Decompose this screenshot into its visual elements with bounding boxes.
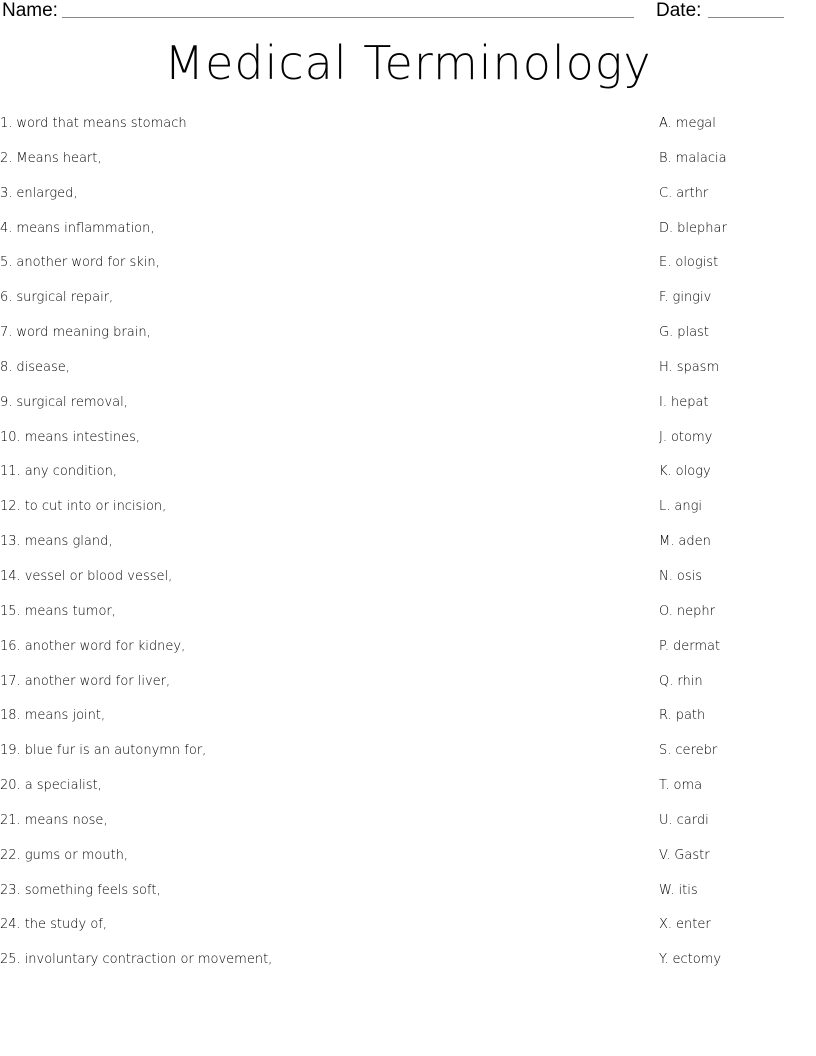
answer-item bbox=[659, 880, 809, 915]
answer-letter: G. bbox=[659, 325, 674, 341]
answer-item bbox=[659, 531, 809, 566]
clue-text: blue fur is an autonymn for, bbox=[24, 743, 207, 759]
clue-item bbox=[0, 810, 620, 845]
answer-letter: P. bbox=[659, 638, 669, 654]
clue-text: the study of, bbox=[24, 917, 108, 933]
clue-text: means inflammation, bbox=[16, 220, 155, 236]
clue-number: 5. bbox=[0, 255, 13, 271]
answer-item bbox=[659, 357, 809, 392]
answer-letter: W. bbox=[659, 882, 675, 898]
answer-list bbox=[659, 113, 809, 984]
answer-text: path bbox=[675, 708, 706, 724]
answer-text: nephr bbox=[676, 603, 715, 619]
answer-letter: T. bbox=[659, 778, 670, 794]
answer-item bbox=[659, 601, 809, 636]
clue-item bbox=[0, 531, 620, 566]
answer-letter: L. bbox=[659, 499, 671, 515]
answer-text: Gastr bbox=[674, 847, 710, 863]
answer-item bbox=[659, 427, 809, 462]
clue-item bbox=[0, 775, 620, 810]
answer-text: itis bbox=[678, 882, 698, 898]
answer-letter: B. bbox=[659, 150, 672, 166]
answer-letter: K. bbox=[659, 464, 672, 480]
clue-text: disease, bbox=[16, 359, 70, 375]
answer-letter: V. bbox=[659, 847, 671, 863]
answer-item bbox=[659, 705, 809, 740]
answer-text: aden bbox=[678, 534, 711, 550]
clue-number: 14. bbox=[0, 568, 21, 584]
clue-number: 15. bbox=[0, 603, 21, 619]
clue-item bbox=[0, 496, 620, 531]
answer-letter: S. bbox=[659, 743, 672, 759]
clue-text: word meaning brain, bbox=[16, 325, 151, 341]
answer-text: hepat bbox=[670, 394, 709, 410]
clue-number: 9. bbox=[0, 394, 13, 410]
answer-item bbox=[659, 461, 809, 496]
page-title: Medical Terminology bbox=[164, 36, 652, 90]
answer-text: rhin bbox=[677, 673, 703, 689]
clue-item bbox=[0, 148, 620, 183]
clue-number: 11. bbox=[0, 464, 21, 480]
clue-text: another word for skin, bbox=[16, 255, 160, 271]
clue-item bbox=[0, 183, 620, 218]
clue-number: 25. bbox=[0, 952, 21, 968]
clue-text: means nose, bbox=[24, 812, 108, 828]
name-blank-line bbox=[62, 17, 634, 18]
clue-item bbox=[0, 357, 620, 392]
clue-number: 2. bbox=[0, 150, 13, 166]
clue-number: 16. bbox=[0, 638, 21, 654]
clue-number: 10. bbox=[0, 429, 21, 445]
clue-item bbox=[0, 113, 620, 148]
answer-text: malacia bbox=[675, 150, 727, 166]
answer-text: enter bbox=[676, 917, 711, 933]
clue-text: surgical removal, bbox=[16, 394, 128, 410]
clue-text: to cut into or incision, bbox=[24, 499, 167, 515]
clue-number: 20. bbox=[0, 778, 21, 794]
clue-number: 1. bbox=[0, 116, 13, 131]
answer-text: cardi bbox=[676, 812, 709, 828]
clue-text: surgical repair, bbox=[16, 290, 114, 306]
answer-item bbox=[659, 740, 809, 775]
clue-text: another word for kidney, bbox=[24, 638, 186, 654]
answer-letter: M. bbox=[659, 534, 675, 550]
answer-item bbox=[659, 252, 809, 287]
answer-item bbox=[659, 392, 809, 427]
answer-text: gingiv bbox=[672, 290, 712, 306]
clue-item bbox=[0, 392, 620, 427]
clue-number: 18. bbox=[0, 708, 21, 724]
clue-number: 8. bbox=[0, 359, 13, 375]
answer-text: plast bbox=[677, 325, 709, 341]
answer-letter: A. bbox=[659, 116, 672, 131]
answer-letter: R. bbox=[659, 708, 672, 724]
clue-item bbox=[0, 845, 620, 880]
clue-text: means tumor, bbox=[24, 603, 116, 619]
answer-letter: Q. bbox=[659, 673, 674, 689]
answer-text: spasm bbox=[676, 359, 720, 375]
clue-item bbox=[0, 461, 620, 496]
answer-text: oma bbox=[673, 778, 703, 794]
answer-item bbox=[659, 949, 809, 984]
clue-item bbox=[0, 427, 620, 462]
answer-letter: U. bbox=[659, 812, 673, 828]
clue-number: 23. bbox=[0, 882, 21, 898]
date-label: Date: bbox=[656, 0, 702, 21]
answer-letter: C. bbox=[659, 185, 673, 201]
clue-item bbox=[0, 601, 620, 636]
clue-number: 13. bbox=[0, 534, 21, 550]
clue-number: 19. bbox=[0, 743, 21, 759]
clue-text: gums or mouth, bbox=[24, 847, 129, 863]
clue-text: something feels soft, bbox=[24, 882, 161, 898]
clue-text: means gland, bbox=[24, 534, 113, 550]
answer-letter: Y. bbox=[659, 952, 669, 968]
answer-item bbox=[659, 322, 809, 357]
clue-text: another word for liver, bbox=[24, 673, 171, 689]
answer-item bbox=[659, 183, 809, 218]
answer-text: ology bbox=[675, 464, 711, 480]
clue-item bbox=[0, 636, 620, 671]
clue-number: 17. bbox=[0, 673, 21, 689]
answer-item bbox=[659, 914, 809, 949]
answer-text: ectomy bbox=[672, 952, 722, 968]
clue-item bbox=[0, 949, 620, 984]
answer-letter: I. bbox=[659, 394, 667, 410]
answer-item bbox=[659, 218, 809, 253]
clue-text: means intestines, bbox=[24, 429, 141, 445]
answer-text: arthr bbox=[676, 185, 709, 201]
answer-text: cerebr bbox=[675, 743, 718, 759]
clue-number: 7. bbox=[0, 325, 13, 341]
clue-text: a specialist, bbox=[24, 778, 102, 794]
name-label: Name: bbox=[2, 0, 58, 21]
answer-item bbox=[659, 845, 809, 880]
answer-letter: E. bbox=[659, 255, 672, 271]
clue-item bbox=[0, 705, 620, 740]
answer-text: megal bbox=[675, 116, 716, 131]
answer-letter: D. bbox=[659, 220, 674, 236]
clue-item bbox=[0, 322, 620, 357]
clue-number: 21. bbox=[0, 812, 21, 828]
clue-text: Means heart, bbox=[16, 150, 102, 166]
clue-text: enlarged, bbox=[16, 185, 78, 201]
answer-letter: N. bbox=[659, 568, 673, 584]
header-row bbox=[0, 0, 816, 24]
answer-letter: H. bbox=[659, 359, 673, 375]
answer-item bbox=[659, 566, 809, 601]
clue-text: vessel or blood vessel, bbox=[24, 568, 173, 584]
answer-item bbox=[659, 636, 809, 671]
answer-item bbox=[659, 113, 809, 148]
date-blank-line bbox=[708, 17, 784, 18]
answer-letter: F. bbox=[659, 290, 669, 306]
clue-item bbox=[0, 287, 620, 322]
clue-text: involuntary contraction or movement, bbox=[24, 952, 273, 968]
clue-text: means joint, bbox=[24, 708, 106, 724]
clue-number: 24. bbox=[0, 917, 21, 933]
clue-item bbox=[0, 671, 620, 706]
clue-number: 12. bbox=[0, 499, 21, 515]
answer-letter: J. bbox=[659, 429, 667, 445]
clue-item bbox=[0, 252, 620, 287]
answer-item bbox=[659, 810, 809, 845]
answer-item bbox=[659, 148, 809, 183]
answer-item bbox=[659, 287, 809, 322]
clue-item bbox=[0, 566, 620, 601]
answer-text: angi bbox=[674, 499, 702, 515]
answer-text: dermat bbox=[672, 638, 721, 654]
answer-item bbox=[659, 496, 809, 531]
clue-item bbox=[0, 740, 620, 775]
answer-text: ologist bbox=[675, 255, 719, 271]
answer-letter: X. bbox=[659, 917, 673, 933]
answer-letter: O. bbox=[659, 603, 673, 619]
answer-text: osis bbox=[676, 568, 702, 584]
clue-text: any condition, bbox=[24, 464, 117, 480]
clue-text: word that means stomach bbox=[16, 116, 187, 131]
answer-item bbox=[659, 671, 809, 706]
clue-item bbox=[0, 914, 620, 949]
clue-list bbox=[0, 113, 620, 984]
clue-item bbox=[0, 218, 620, 253]
clue-number: 6. bbox=[0, 290, 13, 306]
clue-number: 22. bbox=[0, 847, 21, 863]
clue-number: 3. bbox=[0, 185, 13, 201]
clue-number: 4. bbox=[0, 220, 13, 236]
answer-text: otomy bbox=[670, 429, 713, 445]
answer-item bbox=[659, 775, 809, 810]
clue-item bbox=[0, 880, 620, 915]
answer-text: blephar bbox=[677, 220, 727, 236]
